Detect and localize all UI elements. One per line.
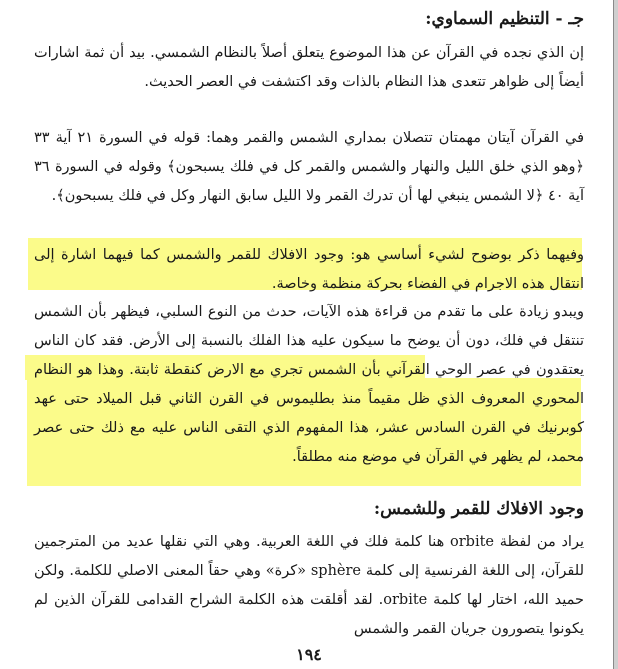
paragraph-4: ويبدو زيادة على ما تقدم من قراءة هذه الآيات، حدث من النوع السلبي، فيظهر بأن الشمس تنتقل في فلك، دون أن يوضح ما سيكون عليه هذا الفلك بالنسبة إلى الأرض. فقد كان الناس يعتقدون في عصر الوحي القرآني بأن الشمس تجري مع الارض كنقطة ثابتة. وهذا هو النظام المحوري المعروف الذي ظل مقيماً منذ بطليموس في القرن الثاني قبل الميلاد حتى عهد كوبرنيك في القرن السادس عشر، هذا المفهوم الذي التقى الناس عليه مع ذلك حتى عصر محمد، لم يظهر في القرآن في موضع منه مطلقاً.	[34, 304, 584, 465]
paragraph-1: إن الذي نجده في القرآن عن هذا الموضوع يتعلق أصلاً بالنظام الشمسي. بيد أن ثمة اشارات أيضاً إلى ظواهر تتعدى هذا النظام بالذات وقد اكتشفت في العصر الحديث.	[34, 45, 584, 90]
page-number: ١٩٤	[296, 645, 322, 664]
paragraph-3: وفيهما ذكر بوضوح لشيء أساسي هو: وجود الافلاك للقمر والشمس كما فيهما اشارة إلى انتقال هذه الاجرام في الفضاء بحركة منظمة وخاصة.	[34, 247, 584, 292]
paragraph-2: في القرآن آيتان مهمتان تتصلان بمداري الشمس والقمر وهما: قوله في السورة ٢١ آية ٣٣ ﴿وهو الذي خلق الليل والنهار والشمس والقمر كل في فلك يسبحون﴾ وقوله في السورة ٣٦ آية ٤٠ ﴿لا الشمس ينبغي لها أن تدرك القمر ولا الليل سابق النهار وكل في فلك يسبحون﴾.	[34, 130, 584, 204]
section-title: جـ - التنظيم السماوي:	[425, 9, 584, 29]
subsection-title: وجود الافلاك للقمر وللشمس:	[373, 499, 584, 519]
page-edge	[614, 0, 618, 669]
paragraph-5: يراد من لفظة orbite هنا كلمة فلك في اللغة العربية. وهي التي نقلها عديد من المترجمين للقرآن، إلى اللغة الفرنسية إلى كلمة sphère «كرة» وهي حقاً المعنى الاصلي للكلمة. ولكن حميد الله، اختار لها كلمة orbite. لقد أقلقت هذه الكلمة الشراح القدامى للقرآن الذين لم يكونوا يتصورون جريان القمر والشمس	[34, 534, 585, 637]
